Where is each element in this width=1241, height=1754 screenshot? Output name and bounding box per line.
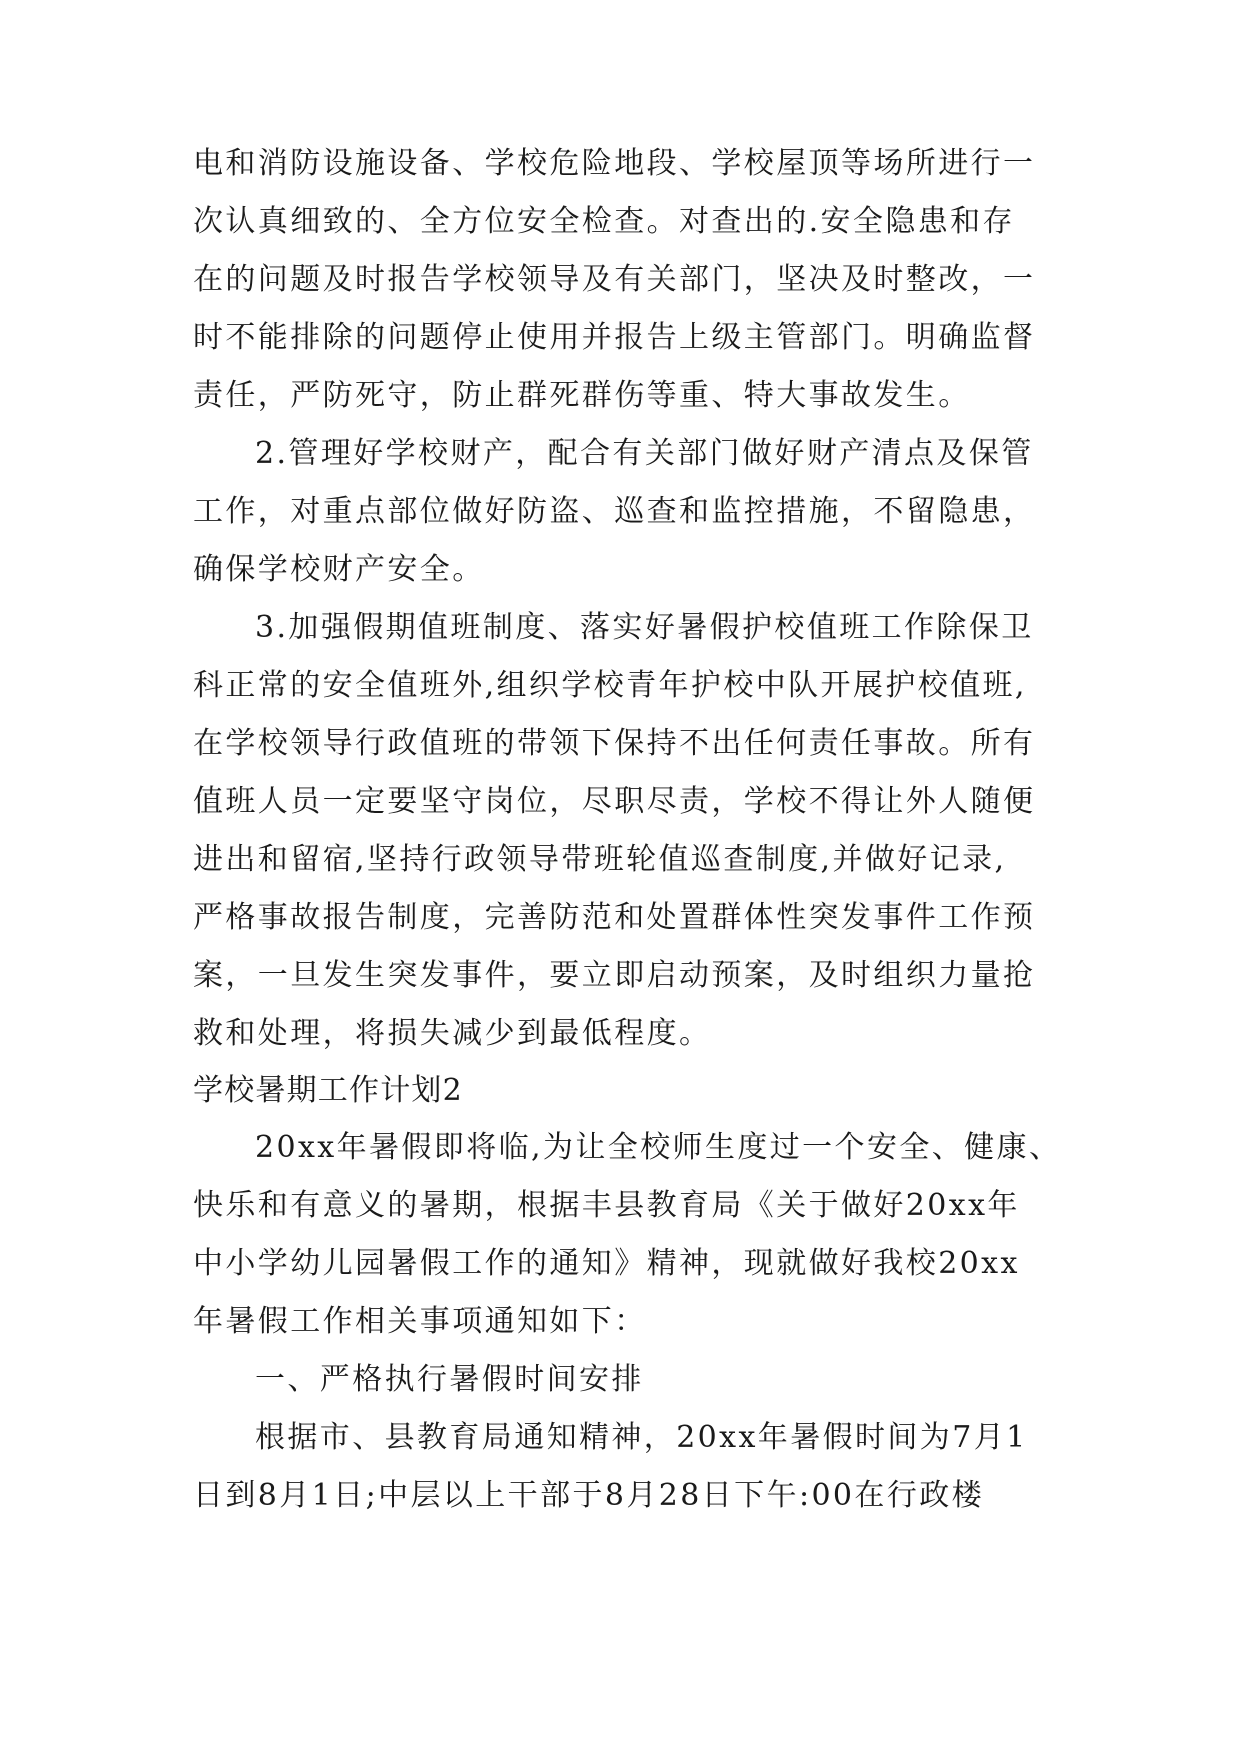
text-line: 时不能排除的问题停止使用并报告上级主管部门。明确监督 [193, 320, 1036, 355]
text-line: 中小学幼儿园暑假工作的通知》精神，现就做好我校20xx [193, 1246, 1020, 1281]
text-line: 值班人员一定要坚守岗位，尽职尽责，学校不得让外人随便 [193, 784, 1036, 819]
text-line: 在学校领导行政值班的带领下保持不出任何责任事故。所有 [193, 726, 1036, 761]
text-line: 科正常的安全值班外,组织学校青年护校中队开展护校值班, [193, 668, 1027, 703]
text-line: 严格事故报告制度，完善防范和处置群体性突发事件工作预 [193, 900, 1036, 935]
section-heading: 学校暑期工作计划2 [193, 1073, 463, 1108]
text-line: 20xx年暑假即将临,为让全校师生度过一个安全、健康、 [255, 1130, 1062, 1165]
text-line: 电和消防设施设备、学校危险地段、学校屋顶等场所进行一 [193, 146, 1036, 181]
text-line: 2.管理好学校财产，配合有关部门做好财产清点及保管 [255, 436, 1034, 471]
text-line: 在的问题及时报告学校领导及有关部门，坚决及时整改，一 [193, 262, 1036, 297]
text-line: 快乐和有意义的暑期，根据丰县教育局《关于做好20xx年 [193, 1188, 1020, 1223]
text-line: 案，一旦发生突发事件，要立即启动预案，及时组织力量抢 [193, 958, 1036, 993]
text-line: 根据市、县教育局通知精神，20xx年暑假时间为7月1 [255, 1420, 1028, 1455]
text-line: 年暑假工作相关事项通知如下： [193, 1304, 647, 1339]
text-line: 责任，严防死守，防止群死群伤等重、特大事故发生。 [193, 378, 971, 413]
text-line: 3.加强假期值班制度、落实好暑假护校值班工作除保卫 [255, 610, 1034, 645]
text-line: 日到8月1日;中层以上干部于8月28日下午:00在行政楼 [193, 1478, 985, 1513]
text-line: 次认真细致的、全方位安全检查。对查出的.安全隐患和存 [193, 204, 1015, 239]
text-line: 救和处理，将损失减少到最低程度。 [193, 1016, 712, 1051]
text-line: 工作，对重点部位做好防盗、巡查和监控措施，不留隐患， [193, 494, 1036, 529]
subsection-heading: 一、严格执行暑假时间安排 [255, 1362, 644, 1397]
text-line: 确保学校财产安全。 [193, 552, 485, 587]
text-line: 进出和留宿,坚持行政领导带班轮值巡查制度,并做好记录, [193, 842, 1007, 877]
